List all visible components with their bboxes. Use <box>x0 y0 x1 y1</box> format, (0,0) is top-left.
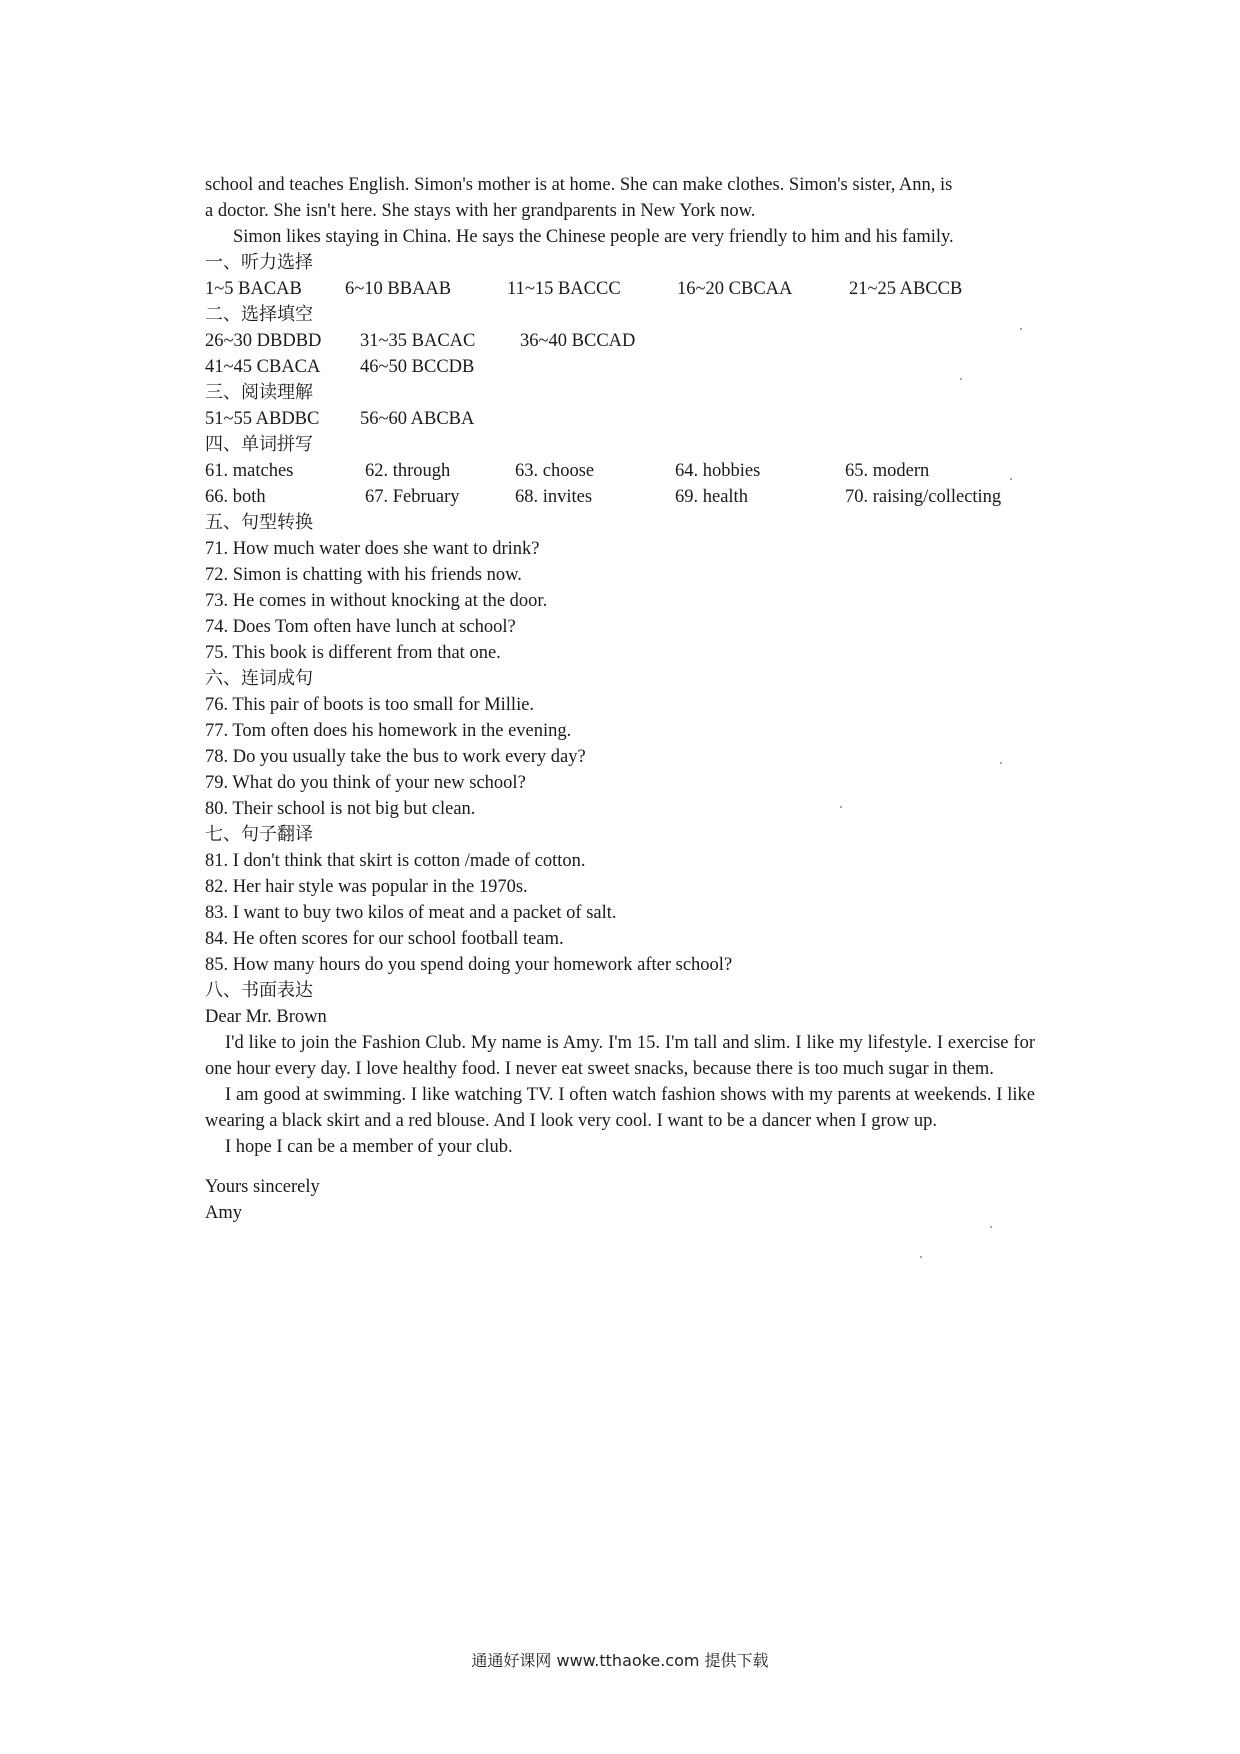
letter-salutation: Dear Mr. Brown <box>205 1007 327 1027</box>
answer-group: 41~45 CBACA <box>205 357 321 377</box>
word-answer: 67. February <box>365 487 460 507</box>
section-8-title: 八、书面表达 <box>205 980 313 1001</box>
letter-signature: Amy <box>205 1203 242 1223</box>
section-2-title: 二、选择填空 <box>205 304 313 325</box>
section-2-row-2 <box>205 354 1035 380</box>
answer-group: 56~60 ABCBA <box>360 409 475 429</box>
sentence-answer: 77. Tom often does his homework in the evening. <box>205 721 572 741</box>
answer-group: 31~35 BACAC <box>360 331 476 351</box>
answer-group: 26~30 DBDBD <box>205 331 322 351</box>
sentence-answer: 74. Does Tom often have lunch at school? <box>205 617 516 637</box>
scan-speck <box>1020 328 1022 330</box>
sentence-answer: 76. This pair of boots is too small for Millie. <box>205 695 535 715</box>
sentence-answer: 82. Her hair style was popular in the 1970s. <box>205 877 528 897</box>
scan-speck <box>1010 478 1012 480</box>
section-1-title: 一、听力选择 <box>205 252 313 273</box>
answer-group: 36~40 BCCAD <box>520 331 636 351</box>
sentence-answer: 83. I want to buy two kilos of meat and a packet of salt. <box>205 903 617 923</box>
scan-speck <box>920 1256 922 1258</box>
word-answer: 66. both <box>205 487 266 507</box>
sentence-answer: 72. Simon is chatting with his friends now. <box>205 565 522 585</box>
letter-paragraph-1: I'd like to join the Fashion Club. My name is Amy. I'm 15. I'm tall and slim. I like my lifestyle. I exercise for one hour every day. I love healthy food. I never eat sweet snacks, because there is too much sugar in them. <box>205 1033 1035 1079</box>
intro-line-3: Simon likes staying in China. He says the Chinese people are very friendly to him and his family. <box>233 227 954 247</box>
word-answer: 61. matches <box>205 461 294 481</box>
sentence-answer: 80. Their school is not big but clean. <box>205 799 476 819</box>
scan-speck <box>1000 762 1002 764</box>
word-answer: 68. invites <box>515 487 593 507</box>
answer-group: 46~50 BCCDB <box>360 357 475 377</box>
sentence-answer: 79. What do you think of your new school? <box>205 773 526 793</box>
section-7-title: 七、句子翻译 <box>205 824 313 845</box>
section-3-answers <box>205 406 1035 432</box>
section-2-row-1 <box>205 328 1035 354</box>
word-answer: 62. through <box>365 461 451 481</box>
intro-line-2: a doctor. She isn't here. She stays with her grandparents in New York now. <box>205 201 756 221</box>
section-6-title: 六、连词成句 <box>205 668 313 689</box>
section-1-answers <box>205 276 1035 302</box>
answer-group: 11~15 BACCC <box>507 279 621 299</box>
answer-group: 16~20 CBCAA <box>677 279 793 299</box>
section-4-row-1 <box>205 458 1035 484</box>
word-answer: 64. hobbies <box>675 461 761 481</box>
sentence-answer: 84. He often scores for our school football team. <box>205 929 564 949</box>
word-answer: 63. choose <box>515 461 595 481</box>
intro-line-1: school and teaches English. Simon's mother is at home. She can make clothes. Simon's sister, Ann, is <box>205 175 953 195</box>
scan-speck <box>840 806 842 808</box>
sentence-answer: 71. How much water does she want to drink? <box>205 539 540 559</box>
word-answer: 70. raising/collecting <box>845 487 1002 507</box>
sentence-answer: 75. This book is different from that one. <box>205 643 501 663</box>
scan-speck <box>960 378 962 380</box>
word-answer: 69. health <box>675 487 748 507</box>
sentence-answer: 81. I don't think that skirt is cotton /made of cotton. <box>205 851 586 871</box>
answer-group: 6~10 BBAAB <box>345 279 452 299</box>
section-4-title: 四、单词拼写 <box>205 434 313 455</box>
scan-speck <box>990 1226 992 1228</box>
answer-group: 21~25 ABCCB <box>849 279 963 299</box>
sentence-answer: 73. He comes in without knocking at the door. <box>205 591 548 611</box>
section-4-row-2 <box>205 484 1035 510</box>
letter-closing: Yours sincerely <box>205 1177 320 1197</box>
section-5-title: 五、句型转换 <box>205 512 313 533</box>
letter-paragraph-2: I am good at swimming. I like watching TV. I often watch fashion shows with my parents at weekends. I like wearing a black skirt and a red blouse. And I look very cool. I want to be a dancer when I grow up. <box>205 1085 1035 1131</box>
download-footer: 通通好课网 www.tthaoke.com 提供下载 <box>471 1651 769 1670</box>
sentence-answer: 78. Do you usually take the bus to work every day? <box>205 747 586 767</box>
sentence-answer: 85. How many hours do you spend doing your homework after school? <box>205 955 733 975</box>
answer-key-page <box>205 172 1035 1226</box>
word-answer: 65. modern <box>845 461 930 481</box>
answer-group: 1~5 BACAB <box>205 279 302 299</box>
letter-paragraph-3: I hope I can be a member of your club. <box>225 1137 513 1157</box>
answer-group: 51~55 ABDBC <box>205 409 320 429</box>
section-3-title: 三、阅读理解 <box>205 382 313 403</box>
